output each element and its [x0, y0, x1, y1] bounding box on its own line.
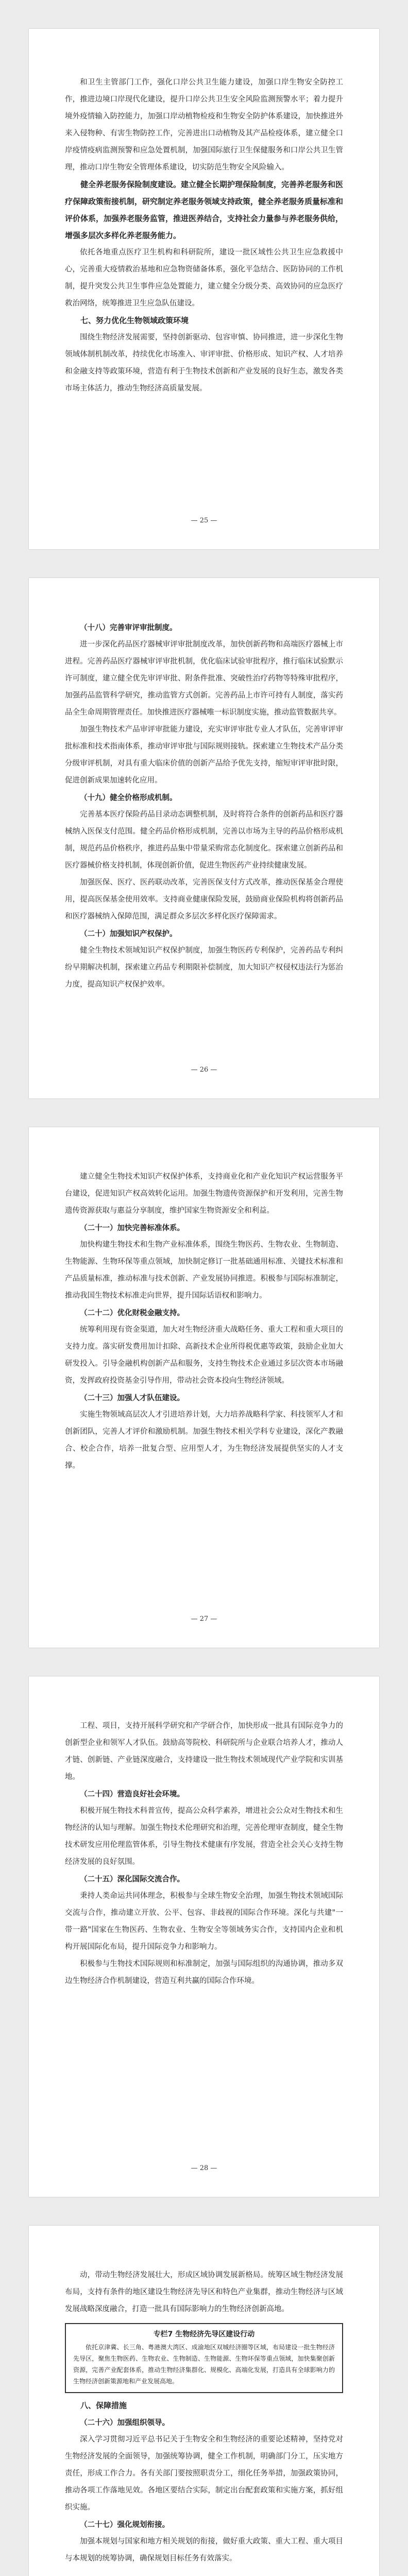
document-page-25 [29, 29, 379, 549]
section-heading: 八、保障措施 [80, 2401, 127, 2410]
subsection-heading: （二十三）加强人才队伍建设。 [80, 1394, 184, 1402]
page-number: — 28 — [191, 2164, 217, 2172]
body-paragraph: 加强生物技术产品审评审批能力建设，充实审评审批专业人才队伍，完善审评审批标准和技术指南体系，推动审评审批与国际规则接轨。探索建立生物技术产品分类分级审评机制，对具有重大临床价值的创新产品给予优先支持，缩短审评审批时限，促进创新成果加速转化应用。 [65, 725, 343, 785]
subsection-heading: （二十一）加快完善标准体系。 [80, 1224, 184, 1232]
body-paragraph: 依托各地重点医疗卫生机构和科研院所，建设一批区域性公共卫生应急救援中心，完善重大疫情救治基地和应急物资储备体系，强化平急结合、医防协同的工作机制，提升突发公共卫生事件应急处置能力，建立健全分级分类、高效协同的应急医疗救治网络，统筹推进卫生应急队伍建设。 [65, 248, 343, 308]
page-number: — 27 — [191, 1615, 217, 1623]
body-paragraph: 进一步深化药品医疗器械审评审批制度改革，加快创新药物和高端医疗器械上市进程。完善药品医疗器械审评审批机制，优化临床试验审批程序，推行临床试验默示许可制度，建立健全优先审评审批、附条件批准、突破性治疗药物等特殊审批程序，加强药品监管科学研究，推动监管方式创新。完善药品上市许可持有人制度，落实药品全生命周期管理责任。加快推进医疗器械唯一标识制度实施，推动监管数据共享。 [65, 640, 343, 717]
page-content [29, 578, 379, 993]
body-paragraph: 秉持人类命运共同体理念，积极参与全球生物安全治理，加强生物技术领域国际交流与合作，推动建立开放、公平、包容、非歧视的国际合作环境。深化与共建"一带一路"国家在生物医药、生物农业、生物安全等领域务实合作，支持国内企业和机构开展国际化布局，提升国际竞争力和影响力。 [65, 1892, 343, 1951]
body-paragraph: 工程、项目，支持开展科学研究和产学研合作，加快形成一批具有国际竞争力的创新型企业和领军人才队伍。鼓励高等院校、科研院所与企业联合培养人才，推动人才链、创新链、产业链深度融合，支持建设一批生物技术领域现代产业学院和实训基地。 [65, 1722, 343, 1781]
body-paragraph: 和卫生主管部门工作，强化口岸公共卫生能力建设，加强口岸生物安全防控工作，推进边境口岸现代化建设，提升口岸公共卫生安全风险监测预警水平；着力提升境外疫情输入防控能力，加强口岸动植物检疫和生物安全防护体系建设，加快推进外来入侵物种、有害生物防控工作，完善进出口动植物及其产品检疫体系，建立健全口岸疫情疫病监测预警和应急处置机制，加强国际旅行卫生保健服务和口岸公共卫生管理，推动口岸生物安全管理体系建设，切实防范生物安全风险输入。 [65, 78, 343, 172]
section-heading: 健全养老服务保险制度建设。建立健全长期护理保险制度，完善养老服务和医疗保障政策衔接机制，研究制定养老服务领域支持政策，健全养老服务质量标准和评价体系，加强养老服务监管，推进医养结合，支持社会力量参与养老服务供给，增强多层次多样化养老服务能力。 [65, 180, 344, 240]
body-paragraph: 深入学习贯彻习近平总书记关于生物安全和生物经济的重要论述精神，坚持党对生物经济发展的全面领导，加强统筹协调，健全工作机制，明确部门分工，压实地方责任，形成工作合力。各有关部门要按照职责分工，细化任务举措，加强政策协同，推动各项工作落地见效。各地区要结合实际，制定出台配套政策和实施方案，抓好组织实施。 [65, 2435, 343, 2512]
page-number: — 25 — [191, 517, 217, 524]
document-page-27 [29, 1127, 379, 1648]
body-paragraph: 加强医保、医疗、医药联动改革，完善医保支付方式改革，推动医保基金合理使用，提高医保基金使用效率。支持商业健康保险发展，鼓励商业保险机构将创新药品和医疗器械纳入保障范围，满足群众多层次多样化医疗保障需求。 [65, 878, 343, 921]
box-body: 依托京津冀、长三角、粤港澳大湾区、成渝地区双城经济圈等区域，布局建设一批生物经济先导区，聚焦生物医药、生物农业、生物制造、生物能源、生物环保等重点领域，加快集聚创新资源，完善产业配套体系，推动生物经济集群化、规模化、高端化发展，打造具有全球影响力的生物经济创新策源地和产业发展高地。 [73, 2344, 335, 2385]
page-content [29, 1676, 379, 1990]
body-paragraph: 加快构建生物技术和生物产业标准体系，围绕生物医药、生物农业、生物制造、生物能源、生物环保等重点领域，加快制定修订一批基础通用标准、关键技术标准和产品质量标准，推动标准与技术创新、产业发展协同推进。积极参与国际标准制定，推动我国生物技术标准走向世界，提升国际话语权和影响力。 [65, 1241, 343, 1300]
subsection-heading: （二十五）深化国际交流合作。 [80, 1875, 184, 1884]
body-paragraph: 健全生物技术领域知识产权保护制度，加强生物医药专利保护，完善药品专利纠纷早期解决机制，探索建立药品专利期限补偿制度，加大知识产权侵权违法行为惩治力度，提高知识产权保护效率。 [65, 946, 343, 989]
body-paragraph: 完善基本医疗保险药品目录动态调整机制，及时将符合条件的创新药品和医疗器械纳入医保支付范围。健全药品价格形成机制，完善以市场为主导的药品价格形成机制，规范药品价格秩序，推进药品集中带量采购常态化制度化。探索建立创新药品和医疗器械价格支持机制，体现创新价值，促进生物医药产业持续健康发展。 [65, 810, 343, 870]
body-paragraph: 加强本规划与国家和地方相关规划的衔接，做好重大政策、重大工程、重大项目与本规划的统筹协调，确保规划目标任务有效落实。 [65, 2537, 343, 2563]
body-paragraph: 实施生物领域高层次人才引进培养计划，大力培养战略科学家、科技领军人才和创新团队，完善人才评价和激励机制。加强生物技术相关学科专业建设，深化产教融合、校企合作，培养一批复合型、应用型人才，为生物经济发展提供坚实的人才支撑。 [65, 1411, 343, 1470]
document-page-26 [29, 578, 379, 1098]
section-heading: 七、努力优化生物领域政策环境 [80, 316, 189, 325]
subsection-heading: （二十七）强化规划衔接。 [80, 2520, 169, 2529]
subsection-heading: （二十六）加强组织领导。 [80, 2418, 169, 2427]
subsection-heading: （十八）完善审评审批制度。 [80, 623, 177, 632]
subsection-heading: （二十）加强知识产权保护。 [80, 929, 177, 938]
document-page-28 [29, 1676, 379, 2197]
body-paragraph: 统筹利用现有资金渠道，加大对生物经济重大战略任务、重大工程和重大项目的支持力度。落实研发费用加计扣除、高新技术企业所得税优惠等政策，鼓励企业加大研发投入。引导金融机构创新产品和服务，支持生物技术企业通过多层次资本市场融资，发挥政府投资基金引导作用，带动社会资本投向生物经济领域。 [65, 1326, 343, 1385]
page-content [29, 29, 379, 397]
page-content [29, 1127, 379, 1475]
body-paragraph: 积极开展生物技术科普宣传，提高公众科学素养，增进社会公众对生物技术和生物经济的认知与理解。加强生物技术伦理研究和治理，完善伦理审查制度，健全生物技术研发应用伦理监管体系，引导生物技术健康有序发展，营造全社会关心支持生物经济发展的良好氛围。 [65, 1807, 343, 1866]
document-page-29 [29, 2226, 379, 2576]
subsection-heading: （二十四）营造良好社会环境。 [80, 1790, 184, 1799]
subsection-heading: （二十二）优化财税金融支持。 [80, 1309, 184, 1317]
body-paragraph: 积极参与生物技术国际规则和标准制定，加强与国际组织的沟通协调，推动多双边生物经济合作机制建设，营造互利共赢的国际合作环境。 [65, 1960, 343, 1985]
subsection-heading: （十九）健全价格形成机制。 [80, 793, 177, 802]
body-paragraph: 围绕生物经济发展需要，坚持创新驱动、包容审慎、协同推进，进一步深化生物领域体制机制改革，持续优化市场准入、审评审批、价格形成、知识产权、人才培养和金融支持等政策环境，营造有利于生物技术创新和产业发展的良好生态，激发各类市场主体活力，推动生物经济高质量发展。 [65, 333, 343, 393]
page-content [29, 2226, 379, 2567]
special-column-box [65, 2323, 343, 2393]
body-paragraph: 建立健全生物技术知识产权保护体系，支持商业化和产业化知识产权运营服务平台建设，促进知识产权高效转化运用。加强生物遗传资源保护和开发利用，完善生物遗传资源获取与惠益分享制度，维护国家生物资源安全和利益。 [65, 1173, 343, 1215]
page-number: — 26 — [191, 1066, 217, 1074]
box-title: 专栏7 生物经济先导区建设行动 [153, 2330, 255, 2338]
body-paragraph: 动，带动生物经济发展壮大，形成区域协调发展新格局。统筹区域生物经济发展布局，支持有条件的地区建设生物经济先导区和特色产业集群，推动生物经济与区域发展战略深度融合，打造一批具有国际影响力的生物经济创新高地。 [65, 2271, 343, 2313]
